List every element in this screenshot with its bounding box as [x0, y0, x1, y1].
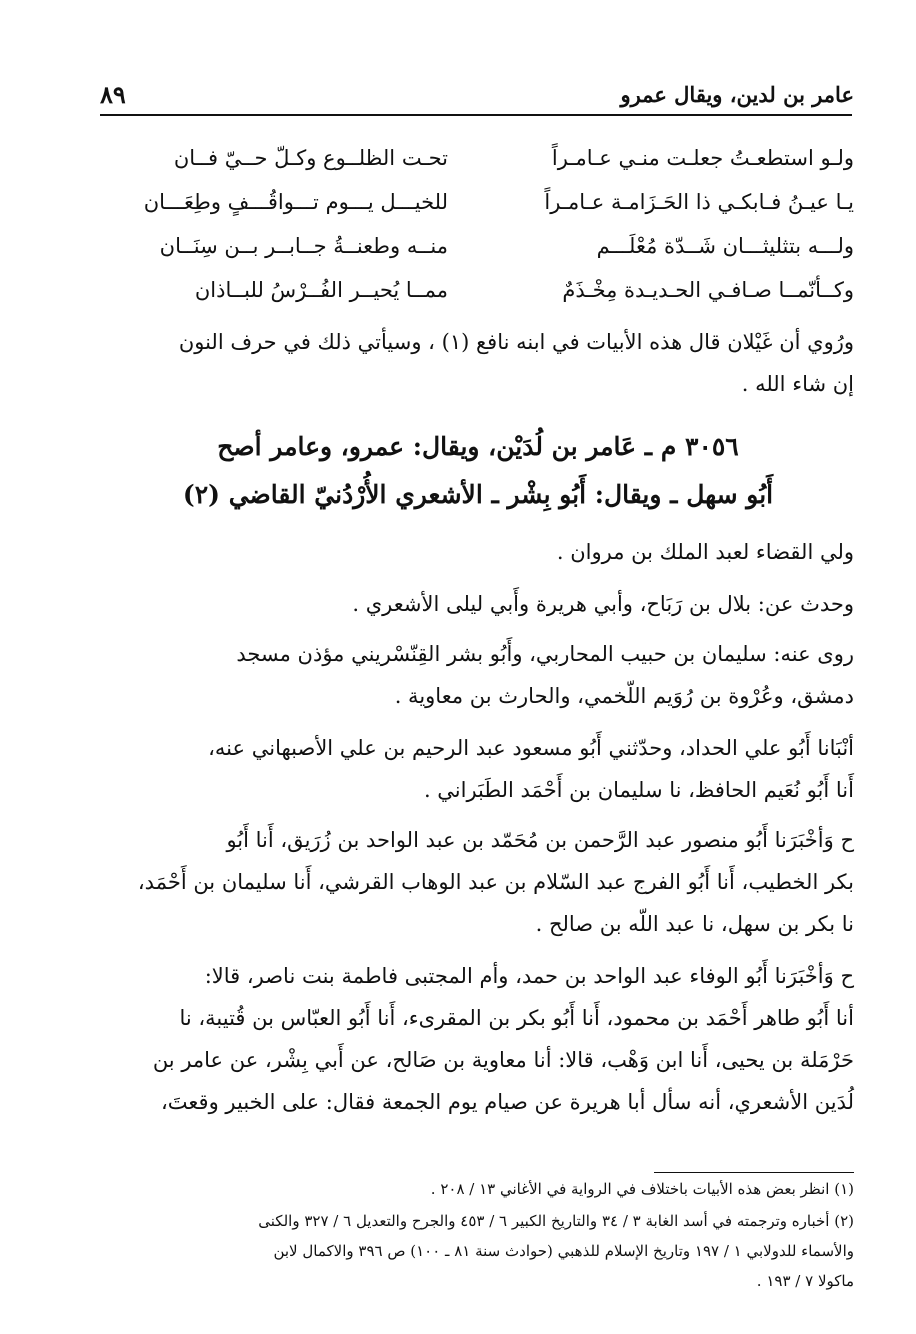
body-text-line: وحدث عن: بلال بن رَبَاح، وأبي هريرة وأَبي ليلى الأشعري .	[352, 592, 854, 616]
verse-first-hemistich: يـا عيـنُ فـابكـي ذا الحَـزَامـة عـامـراً	[544, 190, 854, 214]
verse-line	[102, 278, 854, 318]
verse-line	[102, 146, 854, 186]
page-number: ٨٩	[100, 80, 126, 109]
body-text-line: ولي القضاء لعبد الملك بن مروان .	[556, 540, 854, 564]
verse-first-hemistich: ولـو استطعـتُ جعلـت منـي عـامـراً	[551, 146, 854, 170]
running-title: عامر بن لدين، ويقال عمرو	[620, 82, 854, 107]
footnote-line: ماكولا ٧ / ١٩٣ .	[756, 1272, 854, 1290]
body-text-line: لُدَين الأشعري، أنه سأل أبا هريرة عن صيام يوم الجمعة فقال: على الخبير وقعتَ،	[161, 1090, 854, 1114]
footnote-line: (٢) أخباره وترجمته في أسد الغابة ٣ / ٣٤ والتاريخ الكبير ٦ / ٤٥٣ والجرح والتعديل ٦ / ٣٢٧ والكنى	[258, 1212, 854, 1230]
verse-first-hemistich: وكــأنّمــا صـافـي الحـديـدة مِخْـذَمٌ	[562, 278, 854, 302]
footnote-rule	[654, 1172, 854, 1173]
verse-second-hemistich: للخيـــل يـــوم تـــواقُـــفٍ وطِعَـــان	[143, 190, 448, 214]
verse-line	[102, 234, 854, 274]
entry-heading-line: أَبُو سهل ـ ويقال: أَبُو بِشْر ـ الأشعري الأُرْدُنيّ القاضي (٢)	[182, 480, 774, 509]
verse-second-hemistich: تحـت الظلــوع وكـلّ حــيّ فــان	[173, 146, 448, 170]
intro-text-line: إن شاء الله .	[741, 372, 854, 396]
body-text-line: أنا أَبُو طاهر أَحْمَد بن محمود، أَنا أَبُو بكر بن المقرىء، أَنا أَبُو العبّاس بن قُتيبة، نا	[179, 1006, 854, 1030]
body-text-line: دمشق، وعُرْوة بن رُوَيم اللّخمي، والحارث بن معاوية .	[394, 684, 854, 708]
entry-heading-line: ٣٠٥٦ م ـ عَامر بن لُدَيْن، ويقال: عمرو، وعامر أصح	[217, 432, 739, 461]
body-text-line: ح وَأخْبَرَنا أَبُو الوفاء عبد الواحد بن حمد، وأم المجتبى فاطمة بنت ناصر، قالا:	[204, 964, 854, 988]
intro-text-line: ورُوي أن غَيْلان قال هذه الأبيات في ابنه نافع (١) ، وسيأتي ذلك في حرف النون	[178, 330, 854, 354]
body-text-line: روى عنه: سليمان بن حبيب المحاربي، وأَبُو بشر القِنّسْريني مؤذن مسجد	[236, 642, 854, 666]
verse-second-hemistich: ممــا يُحيــر الفُــرْسُ للبــاذان	[194, 278, 448, 302]
body-text-line: أَنا أَبُو نُعَيم الحافظ، نا سليمان بن أَحْمَد الطَبَراني .	[423, 778, 854, 802]
body-text-line: حَرْمَلة بن يحيى، أَنا ابن وَهْب، قالا: أنا معاوية بن صَالح، عن أَبي بِشْر، عن عامر بن	[152, 1048, 854, 1072]
verse-second-hemistich: منــه وطعنــةُ جــابــر بــن سِنَــان	[159, 234, 448, 258]
body-text-line: ح وَأخْبَرَنا أَبُو منصور عبد الرَّحمن بن مُحَمّد بن عبد الواحد بن زُرَيق، أَنا أَبُو	[226, 828, 854, 852]
body-text-line: أنْبَانا أَبُو علي الحداد، وحدّثني أَبُو مسعود عبد الرحيم بن علي الأصبهاني عنه،	[208, 736, 854, 760]
body-text-line: نا بكر بن سهل، نا عبد اللّه بن صالح .	[535, 912, 854, 936]
footnote-line: (١) انظر بعض هذه الأبيات باختلاف في الرواية في الأغاني ١٣ / ٢٠٨ .	[430, 1180, 854, 1198]
header-rule	[100, 114, 852, 116]
footnote-line: والأسماء للدولابي ١ / ١٩٧ وتاريخ الإسلام للذهبي (حوادث سنة ٨١ ـ ١٠٠) ص ٣٩٦ والاكمال لابن	[273, 1242, 854, 1260]
body-text-line: بكر الخطيب، أَنا أَبُو الفرج عبد السّلام بن عبد الوهاب القرشي، أَنا سليمان بن أَحْمَد،	[137, 870, 854, 894]
verse-first-hemistich: ولـــه بتثليثـــان شَــدّة مُعْلَـــم	[596, 234, 854, 258]
verse-line	[102, 190, 854, 230]
